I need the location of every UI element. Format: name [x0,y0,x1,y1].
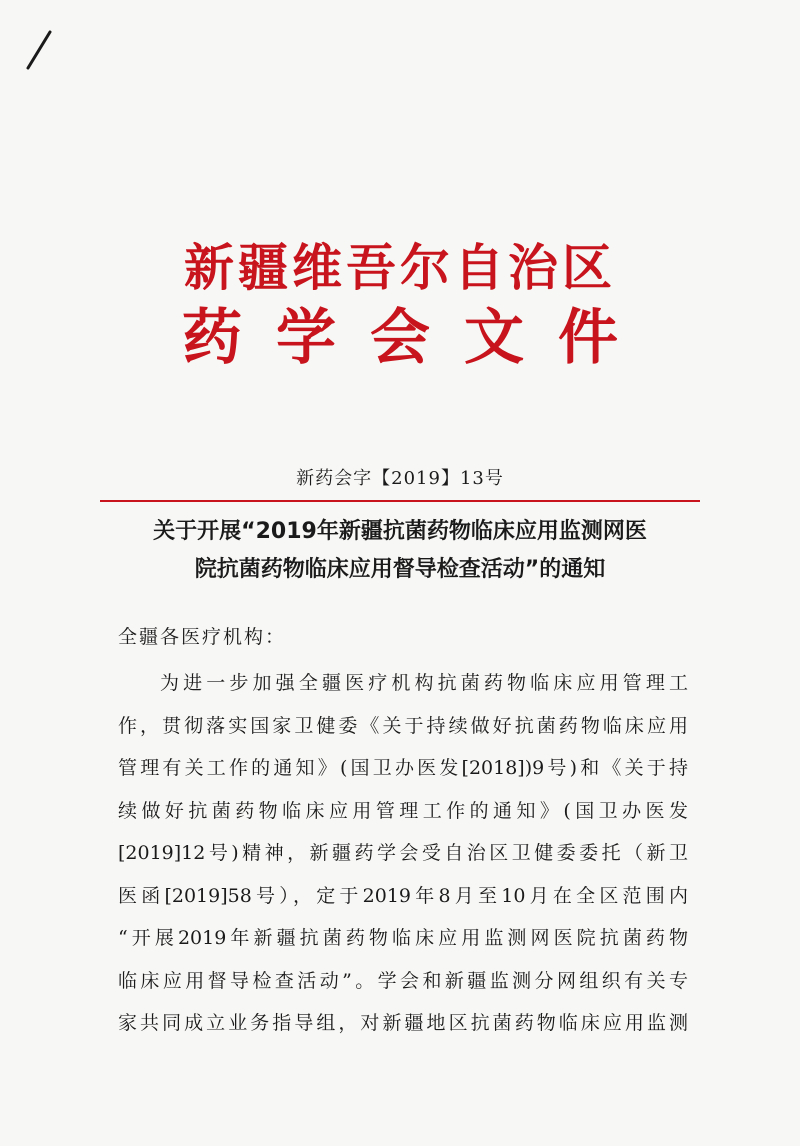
issuing-organization: 新疆维吾尔自治区 [184,238,616,297]
body-line: “开展2019年新疆抗菌药物临床应用监测网医院抗菌药物 [118,927,688,949]
body-line: 临床应用督导检查活动”。学会和新疆监测分网组织有关专 [118,969,688,992]
corner-slash-mark [24,28,54,72]
notice-body [118,662,688,1045]
recipient-salutation: 全疆各医疗机构： [118,626,287,648]
notice-title [100,513,700,589]
body-line: 续做好抗菌药物临床应用管理工作的通知》(国卫办医发 [118,799,688,822]
body-line: 医函[2019]58号），定于2019年8月至10月在全区范围内 [118,884,688,907]
red-divider-line [100,500,700,502]
body-line: 家共同成立业务指导组，对新疆地区抗菌药物临床应用监测 [118,1012,688,1034]
body-line: 为进一步加强全疆医疗机构抗菌药物临床应用管理工 [160,672,688,694]
document-number: 新药会字【2019】13号 [296,468,504,489]
notice-title-line-1: 关于开展“2019年新疆抗菌药物临床应用监测网医 [153,519,647,544]
document-type-heading: 药学会文件 [182,303,652,373]
body-line: [2019]12号)精神，新疆药学会受自治区卫健委委托（新卫 [118,842,688,864]
notice-title-line-2: 院抗菌药物临床应用督导检查活动”的通知 [194,557,606,582]
body-line: 作，贯彻落实国家卫健委《关于持续做好抗菌药物临床应用 [118,714,688,737]
body-line: 管理有关工作的通知》(国卫办医发[2018])9号)和《关于持 [118,757,688,779]
